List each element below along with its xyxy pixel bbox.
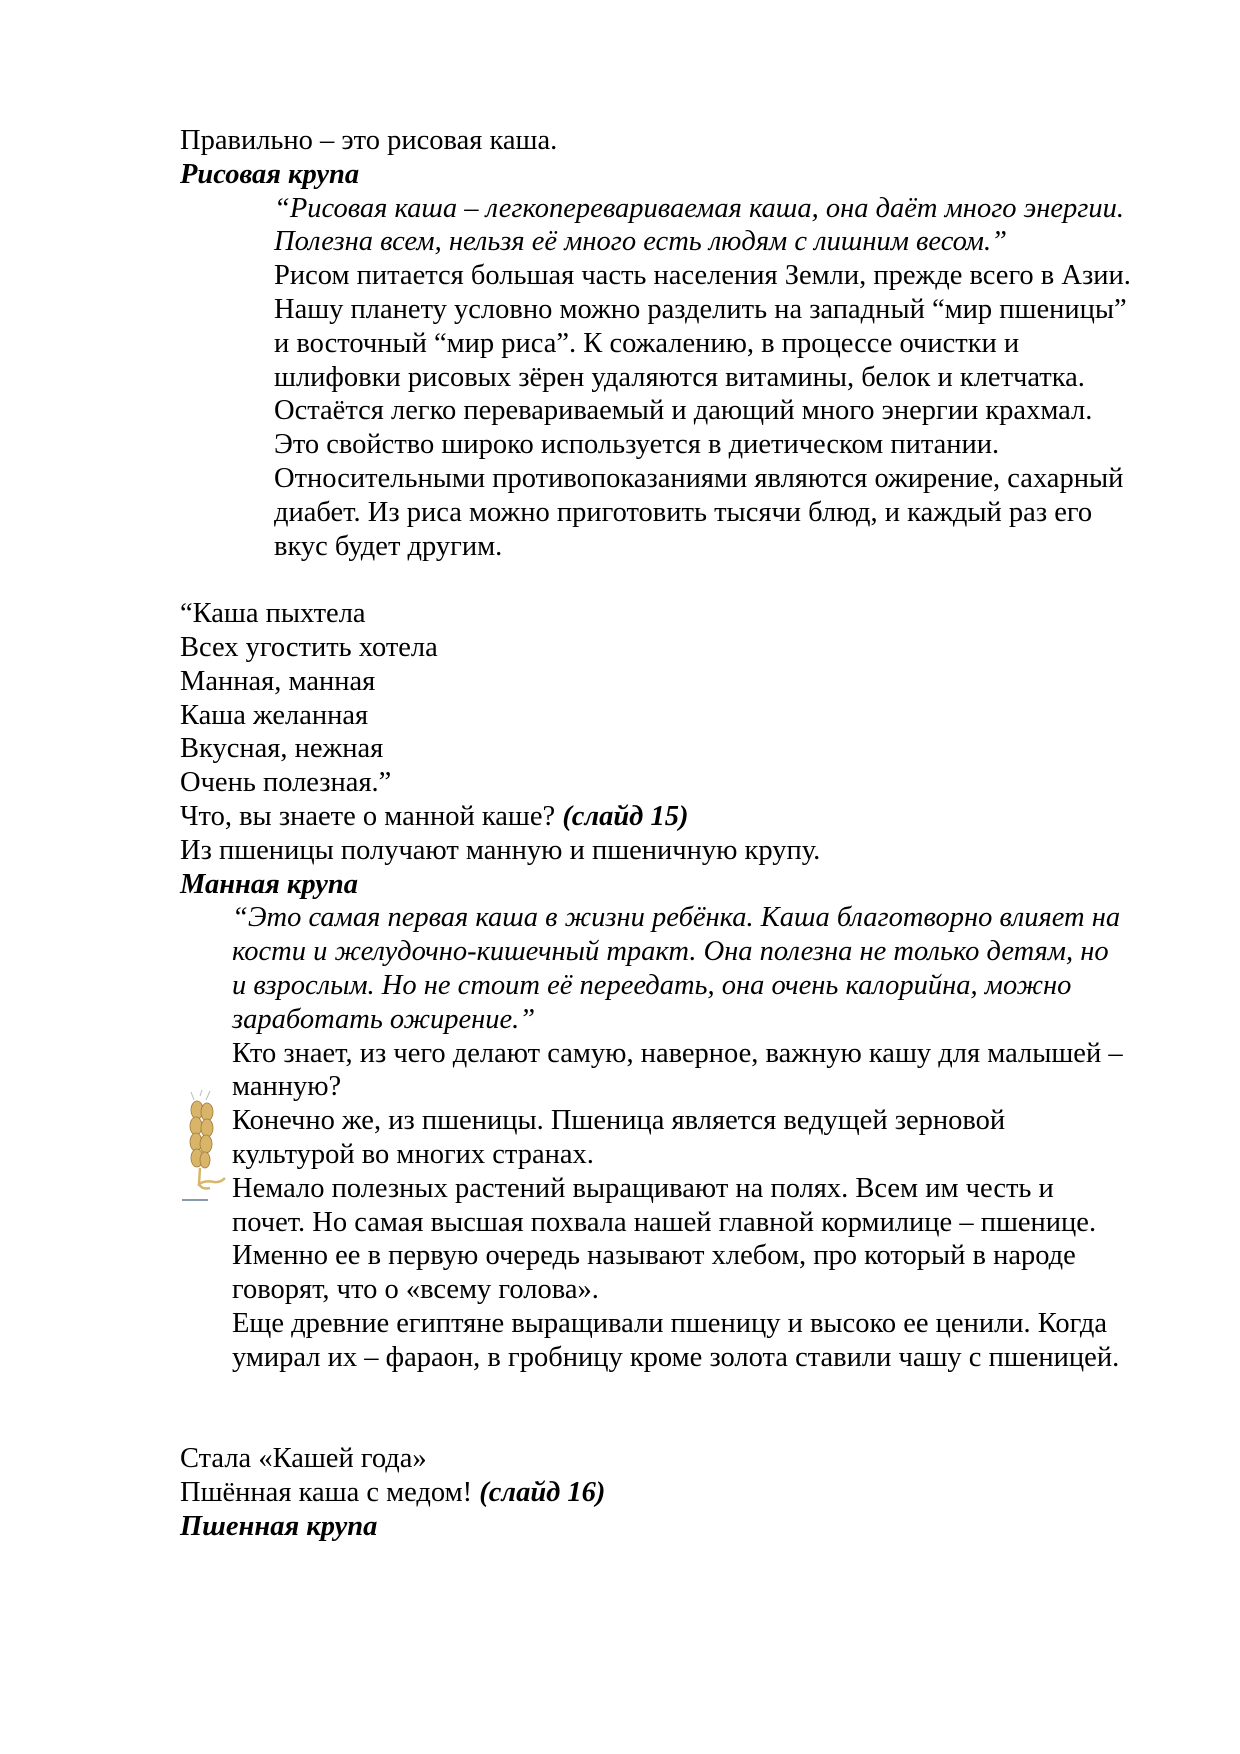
slide-reference: (слайд 15): [562, 800, 689, 832]
line-text: и восточный “мир риса”. К сожалению, в процессе очистки и: [274, 327, 1020, 359]
line-text: и взрослым. Но не стоит её переедать, она очень калорийна, можно: [232, 969, 1072, 1001]
text-line: [180, 665, 1180, 699]
text-line: [180, 327, 1180, 361]
line-text: Еще древние египтяне выращивали пшеницу и высоко ее ценили. Когда: [232, 1307, 1108, 1339]
line-text: Конечно же, из пшеницы. Пшеница является ведущей зерновой: [232, 1105, 1006, 1137]
line-text: Рисовая крупа: [180, 158, 360, 190]
line-text: “Каша пыхтела: [180, 598, 366, 630]
text-line: [180, 293, 1180, 327]
line-text: заработать ожирение.”: [232, 1003, 536, 1035]
line-text: Вкусная, нежная: [180, 733, 384, 765]
line-text: шлифовки рисовых зёрен удаляются витамины, белок и клетчатка.: [274, 361, 1085, 393]
text-line: [180, 462, 1180, 496]
text-line: [180, 1442, 1180, 1476]
line-text: Всех угостить хотела: [180, 631, 438, 663]
line-text: манную?: [232, 1071, 342, 1103]
section-heading: [180, 158, 1180, 192]
line-text: Именно ее в первую очередь называют хлебом, про который в народе: [232, 1240, 1076, 1272]
text-line: [180, 935, 1180, 969]
text-line: [180, 192, 1180, 226]
text-line: [180, 901, 1180, 935]
line-text: культурой во многих странах.: [232, 1138, 594, 1170]
slide-reference: (слайд 16): [479, 1476, 606, 1508]
line-text: Кто знает, из чего делают самую, наверное, важную кашу для малышей –: [232, 1037, 1123, 1069]
text-line: [180, 530, 1180, 564]
text-line: [180, 361, 1180, 395]
text-line: [180, 1374, 1180, 1408]
line-text: Немало полезных растений выращивают на полях. Всем им честь и: [232, 1172, 1054, 1204]
text-line: [180, 1239, 1180, 1273]
section-heading: [180, 1510, 1180, 1544]
text-line: [180, 124, 1180, 158]
text-line: [180, 1037, 1180, 1071]
line-text: Каша желанная: [180, 699, 369, 731]
text-line: [180, 732, 1180, 766]
line-text: Это свойство широко используется в диетическом питании.: [274, 429, 1000, 461]
line-text: Остаётся легко перевариваемый и дающий много энергии крахмал.: [274, 395, 1093, 427]
text-line: [180, 631, 1180, 665]
text-line: [180, 1003, 1180, 1037]
line-text: Стала «Кашей года»: [180, 1443, 427, 1475]
text-line: [180, 259, 1180, 293]
text-line: [180, 1307, 1180, 1341]
line-text: диабет. Из риса можно приготовить тысячи блюд, и каждый раз его: [274, 496, 1093, 528]
text-line: [180, 225, 1180, 259]
wheat-ear-icon: [180, 1088, 226, 1206]
line-text: почет. Но самая высшая похвала нашей главной кормилице – пшенице.: [232, 1206, 1097, 1238]
text-line: [180, 597, 1180, 631]
text-line: [180, 1408, 1180, 1442]
text-line: [180, 1138, 1180, 1172]
line-text: Очень полезная.”: [180, 767, 392, 799]
text-line: [180, 1172, 1180, 1206]
text-line: [180, 766, 1180, 800]
line-text: Пшённая каша с медом!: [180, 1476, 480, 1508]
line-text: умирал их – фараон, в гробницу кроме золота ставили чашу с пшеницей.: [232, 1341, 1120, 1373]
text-line: [180, 699, 1180, 733]
text-line: [180, 563, 1180, 597]
text-line: [180, 1476, 1180, 1510]
line-text: “Это самая первая каша в жизни ребёнка. Каша благотворно влияет на: [232, 902, 1121, 934]
text-line: [180, 800, 1180, 834]
text-line: [180, 394, 1180, 428]
text-line: [180, 969, 1180, 1003]
line-text: Полезна всем, нельзя её много есть людям с лишним весом.”: [274, 226, 1007, 258]
line-text: кости и желудочно-кишечный тракт. Она полезна не только детям, но: [232, 936, 1109, 968]
line-text: Относительными противопоказаниями являются ожирение, сахарный: [274, 462, 1124, 494]
line-text: Манная, манная: [180, 665, 376, 697]
text-line: [180, 1206, 1180, 1240]
line-text: Правильно – это рисовая каша.: [180, 125, 558, 156]
line-text: Что, вы знаете о манной каше?: [180, 800, 563, 832]
line-text: Манная крупа: [180, 868, 358, 900]
line-text: Пшенная крупа: [180, 1510, 378, 1542]
line-text: “Рисовая каша – легкоперевариваемая каша, она даёт много энергии.: [274, 192, 1125, 224]
text-line: [180, 1070, 1180, 1104]
text-line: [180, 1104, 1180, 1138]
line-text: вкус будет другим.: [274, 530, 503, 562]
text-line: [180, 1341, 1180, 1375]
text-line: [180, 428, 1180, 462]
text-line: [180, 834, 1180, 868]
line-text: говорят, что о «всему голова».: [232, 1274, 599, 1306]
text-line: [180, 496, 1180, 530]
document-body: [180, 124, 1180, 1543]
line-text: Нашу планету условно можно разделить на западный “мир пшеницы”: [274, 293, 1127, 325]
line-text: Рисом питается большая часть населения Земли, прежде всего в Азии.: [274, 260, 1131, 292]
line-text: Из пшеницы получают манную и пшеничную крупу.: [180, 834, 821, 866]
text-line: [180, 1273, 1180, 1307]
section-heading: [180, 868, 1180, 902]
